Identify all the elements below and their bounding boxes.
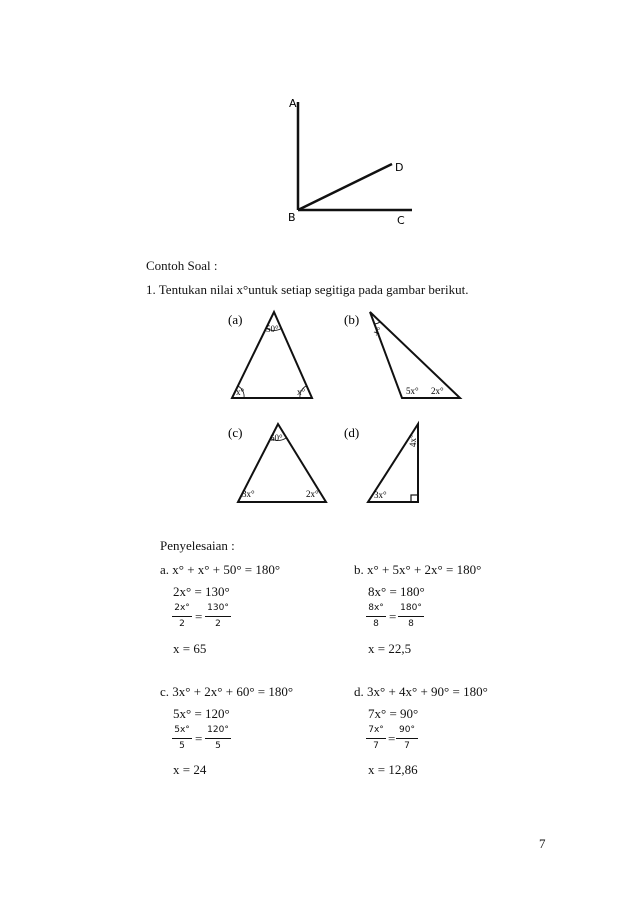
point-c-label: C xyxy=(397,214,405,227)
triangles-figure xyxy=(222,304,472,510)
solution-c-frac-right xyxy=(205,725,231,755)
solution-c-frac-left-num: 5x° xyxy=(174,725,190,735)
fraction-bar xyxy=(366,616,386,617)
solution-c-frac-right-num: 120° xyxy=(207,725,229,735)
solution-d-frac-right-num: 90° xyxy=(399,725,415,735)
equals-sign: = xyxy=(389,609,397,624)
solution-a-step: 2x° = 130° xyxy=(173,584,230,599)
solution-d-step: 7x° = 90° xyxy=(368,706,419,721)
solution-a-frac-right xyxy=(205,603,231,633)
ray-bd xyxy=(298,164,392,210)
triangle-c-label: (c) xyxy=(228,425,243,440)
triangle-b-label: (b) xyxy=(344,312,360,327)
fraction-bar xyxy=(398,616,424,617)
equals-sign: = xyxy=(195,609,203,624)
solution-b-frac-right-num: 180° xyxy=(400,603,422,613)
solution-d-result: x = 12,86 xyxy=(368,762,418,777)
solution-b-frac-right-den: 8 xyxy=(408,619,414,629)
solution-a-frac-left xyxy=(172,603,192,633)
solution-c-frac-left-den: 5 xyxy=(179,741,185,751)
solution-c-frac-left xyxy=(172,725,192,755)
solution-c-frac-right-den: 5 xyxy=(215,741,221,751)
triangle-b-right-angle: 2x° xyxy=(431,386,444,396)
solution-a-frac-left-den: 2 xyxy=(179,619,185,629)
solution-d-equation: d. 3x° + 4x° + 90° = 180° xyxy=(354,684,488,699)
solution-a-frac-right-den: 2 xyxy=(215,619,221,629)
example-heading: Contoh Soal : xyxy=(146,258,218,273)
triangle-d-bottom-angle: 3x° xyxy=(374,490,387,500)
solution-a-equation: a. x° + x° + 50° = 180° xyxy=(160,562,281,577)
solution-d-frac-right-den: 7 xyxy=(404,741,410,751)
triangle-a-top-angle: 50° xyxy=(266,324,279,334)
triangle-a-left-angle: x° xyxy=(236,387,245,397)
solution-c-equation: c. 3x° + 2x° + 60° = 180° xyxy=(160,684,294,699)
page-number: 7 xyxy=(539,836,546,851)
triangle-c xyxy=(228,424,326,502)
solution-title: Penyelesaian : xyxy=(160,538,235,553)
fraction-bar xyxy=(205,738,231,739)
solution-b-frac-left-num: 8x° xyxy=(368,603,384,613)
question-text: 1. Tentukan nilai x°untuk setiap segitiga pada gambar berikut. xyxy=(146,282,469,297)
fraction-bar xyxy=(205,616,231,617)
fraction-bar xyxy=(172,738,192,739)
fraction-bar xyxy=(366,738,386,739)
solution-c-result: x = 24 xyxy=(173,762,207,777)
triangle-d-label: (d) xyxy=(344,425,360,440)
fraction-bar xyxy=(172,616,192,617)
triangle-b-top-angle: x° xyxy=(371,324,384,338)
solution-a-result: x = 65 xyxy=(173,641,207,656)
point-b-label: B xyxy=(288,211,296,224)
triangle-c-left-angle: 3x° xyxy=(242,489,255,499)
triangle-b xyxy=(344,312,460,398)
triangle-d xyxy=(344,424,418,502)
angle-figure xyxy=(280,92,420,232)
solution-b-frac-left xyxy=(366,603,386,633)
triangle-c-top-angle: 60° xyxy=(270,433,283,443)
triangle-d-top-angle: 4x° xyxy=(408,434,418,447)
solution-b-frac-left-den: 8 xyxy=(373,619,379,629)
solution-b-step: 8x° = 180° xyxy=(368,584,425,599)
solution-d-frac-left xyxy=(366,725,386,755)
triangle-a xyxy=(228,312,312,398)
right-angle-marker xyxy=(411,495,418,502)
solution-c-step: 5x° = 120° xyxy=(173,706,230,721)
equals-sign: = xyxy=(388,731,396,746)
solution-b-frac-right xyxy=(398,603,424,633)
fraction-bar xyxy=(396,738,418,739)
equals-sign: = xyxy=(195,731,203,746)
solution-d-frac-left-num: 7x° xyxy=(368,725,384,735)
solution-a-frac-left-num: 2x° xyxy=(174,603,190,613)
solution-d-frac-left-den: 7 xyxy=(373,741,379,751)
solution-b-result: x = 22,5 xyxy=(368,641,412,656)
solution-b-equation: b. x° + 5x° + 2x° = 180° xyxy=(354,562,482,577)
point-d-label: D xyxy=(395,161,404,174)
solution-d-frac-right xyxy=(396,725,418,755)
triangle-c-right-angle: 2x° xyxy=(306,489,319,499)
point-a-label: A xyxy=(289,97,297,110)
solution-a-frac-right-num: 130° xyxy=(207,603,229,613)
triangle-a-label: (a) xyxy=(228,312,243,327)
triangle-a-right-angle: x° xyxy=(297,387,306,397)
triangle-b-left-angle: 5x° xyxy=(406,386,419,396)
